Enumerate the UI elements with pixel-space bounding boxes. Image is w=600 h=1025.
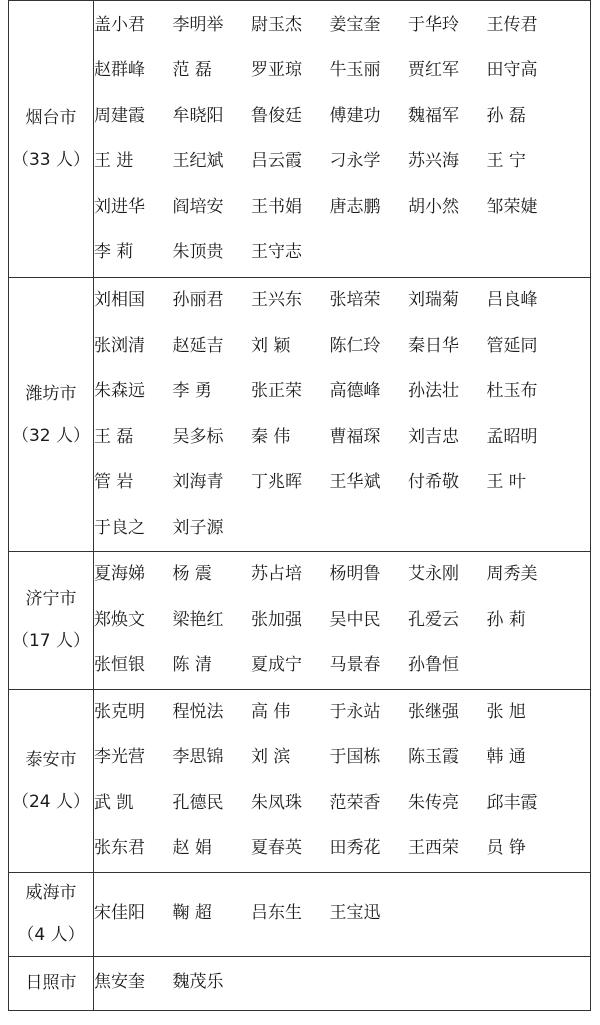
city-row: [9, 278, 591, 552]
person-name: 付希敬: [408, 472, 459, 492]
person-name: 王 叶: [486, 472, 526, 492]
person-name: 张培荣: [329, 290, 381, 310]
person-name: 苏兴海: [408, 151, 459, 171]
person-name: 王华斌: [329, 472, 381, 492]
person-name: 王 磊: [94, 426, 134, 447]
person-name: 艾永刚: [408, 564, 459, 584]
person-name: 吴多标: [172, 426, 224, 447]
names-cell: [94, 689, 591, 872]
person-name: 陈 清: [172, 655, 212, 675]
person-name: 刘吉忠: [408, 426, 459, 447]
person-name: 焦安奎: [94, 972, 145, 993]
person-name: 孟昭明: [486, 426, 538, 447]
person-name: 吴中民: [329, 609, 381, 630]
person-name: 孔爱云: [408, 609, 459, 630]
names-grid: [94, 3, 590, 276]
person-name: 刘 颖: [251, 335, 291, 356]
person-name: 邹荣婕: [486, 196, 538, 217]
city-cell: [9, 689, 94, 872]
person-name: 苏占培: [251, 564, 302, 584]
person-name: 刘 滨: [251, 747, 291, 767]
person-name: 于永站: [329, 701, 381, 722]
person-name: 刘相国: [94, 290, 145, 310]
person-name: 丁兆晖: [251, 472, 302, 492]
person-name: 孙 莉: [486, 609, 526, 630]
person-name: 王 进: [94, 151, 134, 171]
person-name: 陈玉霞: [408, 747, 459, 767]
person-name: 朱森远: [94, 381, 145, 401]
person-name: 田秀花: [329, 838, 381, 858]
person-name: 马景春: [329, 655, 381, 675]
person-name: 夏春英: [251, 838, 302, 858]
person-name: 刘进华: [94, 196, 145, 217]
city-row: [9, 956, 591, 1010]
person-name: 秦日华: [408, 335, 459, 356]
person-name: 朱顶贵: [172, 242, 224, 262]
person-name: 张浏清: [94, 335, 145, 356]
person-name: 孙丽君: [172, 290, 224, 310]
names-cell: [94, 872, 591, 956]
names-cell: [94, 956, 591, 1010]
person-name: 张加强: [251, 609, 302, 630]
person-name: 王宝迅: [329, 903, 381, 924]
names-grid: [94, 690, 590, 872]
person-name: 刘瑞菊: [408, 290, 459, 310]
city-count: （24 人）: [11, 791, 91, 812]
person-name: 张 旭: [486, 701, 526, 722]
city-name: 烟台市: [25, 108, 77, 128]
person-name: 牟晓阳: [172, 105, 224, 126]
names-grid: [94, 552, 590, 689]
person-name: 李思锦: [172, 747, 224, 767]
person-name: 杜玉布: [486, 381, 538, 401]
person-name: 程悦法: [172, 701, 224, 722]
person-name: 赵群峰: [94, 60, 145, 80]
person-name: 周建霞: [94, 105, 145, 126]
person-name: 刘海青: [172, 472, 224, 492]
city-count: （33 人）: [11, 150, 91, 170]
person-name: 李 莉: [94, 242, 134, 262]
person-name: 傅建功: [329, 105, 381, 126]
person-name: 刁永学: [329, 151, 381, 171]
names-cell: [94, 1, 591, 278]
person-name: 盖小君: [94, 14, 145, 35]
person-name: 唐志鹏: [329, 196, 381, 217]
person-name: 尉玉杰: [251, 14, 302, 35]
person-name: 贾红军: [408, 60, 459, 80]
city-count: （4 人）: [17, 925, 85, 945]
person-name: 魏茂乐: [172, 972, 224, 993]
city-count: （32 人）: [11, 425, 91, 446]
person-name: 夏海娣: [94, 564, 145, 584]
city-cell: [9, 872, 94, 956]
person-name: 张继强: [408, 701, 459, 722]
person-name: 张正荣: [251, 381, 302, 401]
person-name: 孔德民: [172, 792, 224, 813]
city-row: [9, 552, 591, 690]
person-name: 高德峰: [329, 381, 381, 401]
person-name: 阎培安: [172, 196, 224, 217]
person-name: 于良之: [94, 517, 145, 538]
city-cell: [9, 956, 94, 1010]
person-name: 李 勇: [172, 381, 212, 401]
person-name: 于国栋: [329, 747, 381, 767]
person-name: 牛玉丽: [329, 60, 381, 80]
person-name: 张克明: [94, 701, 145, 722]
names-grid: [94, 891, 590, 937]
person-name: 管 岩: [94, 472, 134, 492]
person-name: 周秀美: [486, 564, 538, 584]
person-name: 朱凤珠: [251, 792, 302, 813]
person-name: 杨明鲁: [329, 564, 381, 584]
person-name: 孙法壮: [408, 381, 459, 401]
names-cell: [94, 278, 591, 552]
roster-body: [9, 1, 591, 1011]
city-name: 泰安市: [25, 749, 77, 770]
person-name: 曹福琛: [329, 426, 381, 447]
city-row: [9, 872, 591, 956]
person-name: 鲁俊廷: [251, 105, 302, 126]
person-name: 王 宁: [486, 151, 526, 171]
person-name: 韩 通: [486, 747, 526, 767]
person-name: 李明举: [172, 14, 224, 35]
person-name: 高 伟: [251, 701, 291, 722]
person-name: 王传君: [486, 14, 538, 35]
names-grid: [94, 278, 590, 551]
person-name: 刘子源: [172, 517, 224, 538]
person-name: 王守志: [251, 242, 302, 262]
city-name: 威海市: [25, 883, 77, 903]
city-row: [9, 1, 591, 278]
person-name: 李光营: [94, 747, 145, 767]
person-name: 于华玲: [408, 14, 459, 35]
person-name: 郑焕文: [94, 609, 145, 630]
person-name: 胡小然: [408, 196, 459, 217]
person-name: 管延同: [486, 335, 538, 356]
person-name: 魏福军: [408, 105, 459, 126]
person-name: 张恒银: [94, 655, 145, 675]
city-cell: [9, 278, 94, 552]
city-name: 潍坊市: [25, 383, 77, 404]
person-name: 孙 磊: [486, 105, 526, 126]
person-name: 陈仁玲: [329, 335, 381, 356]
city-cell: [9, 552, 94, 690]
person-name: 秦 伟: [251, 426, 291, 447]
person-name: 赵延吉: [172, 335, 224, 356]
person-name: 杨 震: [172, 564, 212, 584]
person-name: 王兴东: [251, 290, 302, 310]
person-name: 员 铮: [486, 838, 526, 858]
person-name: 张东君: [94, 838, 145, 858]
person-name: 朱传亮: [408, 792, 459, 813]
person-name: 王纪斌: [172, 151, 224, 171]
person-name: 王书娟: [251, 196, 302, 217]
names-cell: [94, 552, 591, 690]
person-name: 范荣香: [329, 792, 381, 813]
person-name: 夏成宁: [251, 655, 302, 675]
person-name: 宋佳阳: [94, 903, 145, 924]
person-name: 吕云霞: [251, 151, 302, 171]
city-name: 日照市: [25, 973, 77, 993]
names-grid: [94, 960, 590, 1006]
person-name: 赵 娟: [172, 838, 212, 858]
person-name: 孙鲁恒: [408, 655, 459, 675]
city-name: 济宁市: [25, 589, 77, 610]
city-row: [9, 689, 591, 872]
city-cell: [9, 1, 94, 278]
person-name: 姜宝奎: [329, 14, 381, 35]
roster-table: [8, 0, 591, 1011]
person-name: 鞠 超: [172, 903, 212, 924]
person-name: 罗亚琼: [251, 60, 302, 80]
person-name: 范 磊: [172, 60, 212, 80]
person-name: 武 凯: [94, 792, 134, 813]
person-name: 吕东生: [251, 903, 302, 924]
person-name: 邱丰霞: [486, 792, 538, 813]
person-name: 王西荣: [408, 838, 459, 858]
person-name: 田守高: [486, 60, 538, 80]
person-name: 吕良峰: [486, 290, 538, 310]
city-count: （17 人）: [11, 631, 91, 652]
person-name: 梁艳红: [172, 609, 224, 630]
